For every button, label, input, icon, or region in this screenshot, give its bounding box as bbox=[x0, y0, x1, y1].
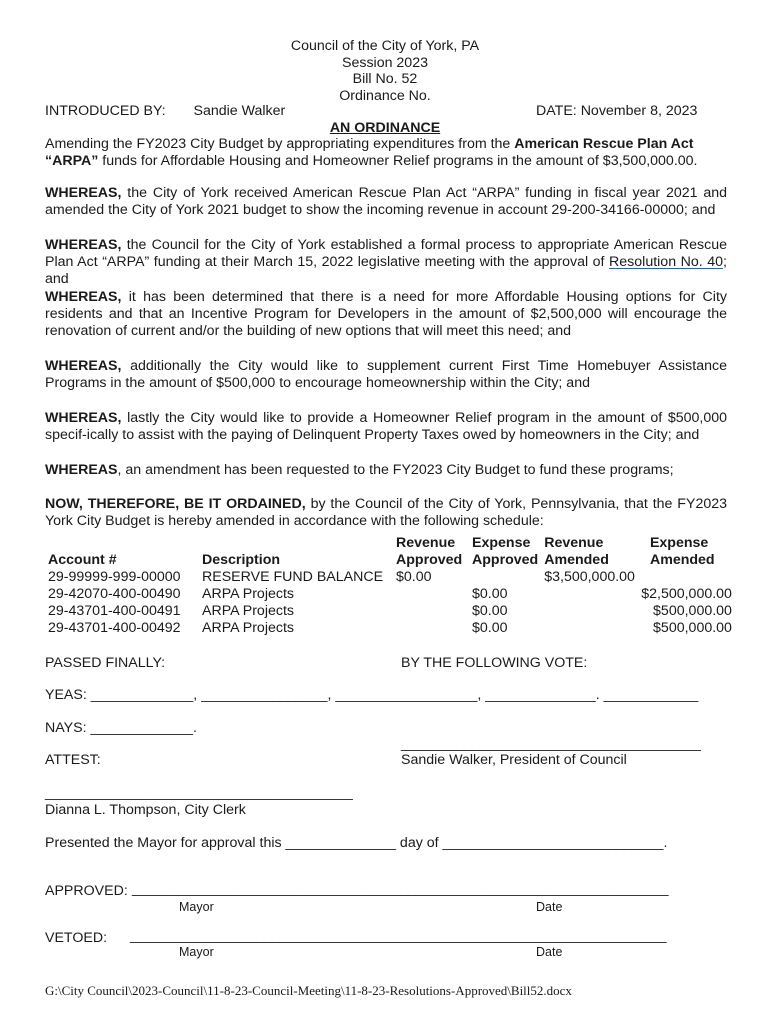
council-name: Council of the City of York, PA bbox=[290, 38, 480, 54]
nays-line: NAYS: _____________. bbox=[45, 720, 197, 736]
cell-exp-approved: $0.00 bbox=[472, 620, 508, 636]
col-header-rev-amended-2: Amended bbox=[544, 552, 609, 568]
col-header-exp-amended-2: Amended bbox=[649, 552, 715, 568]
cell-rev-amended bbox=[541, 603, 638, 620]
cell-description: RESERVE FUND BALANCE bbox=[202, 569, 384, 585]
col-header-description: Description bbox=[202, 552, 281, 568]
cell-rev-approved bbox=[393, 620, 469, 637]
whereas-lead: WHEREAS, bbox=[45, 358, 122, 374]
vetoed-mayor-caption: Mayor bbox=[179, 945, 214, 959]
summary-bold-arpa-abbrev: “ARPA” bbox=[45, 153, 99, 169]
cell-account: 29-43701-400-00491 bbox=[48, 603, 181, 619]
approved-label: APPROVED: bbox=[45, 883, 128, 899]
presented-line: Presented the Mayor for approval this ______________ day of ____________________________. bbox=[45, 835, 668, 851]
cell-exp-amended bbox=[638, 569, 735, 586]
approved-mayor-caption: Mayor bbox=[179, 900, 214, 914]
cell-rev-amended: $3,500,000.00 bbox=[544, 569, 635, 585]
session: Session 2023 bbox=[342, 54, 428, 71]
by-following-vote: BY THE FOLLOWING VOTE: bbox=[401, 655, 588, 671]
table-row bbox=[45, 569, 735, 586]
cell-rev-approved bbox=[393, 603, 469, 620]
whereas-text: , an amendment has been requested to the FY2023 City Budget to fund these programs; bbox=[117, 462, 674, 478]
ordained-paragraph bbox=[45, 496, 727, 530]
cell-exp-amended: $500,000.00 bbox=[653, 620, 732, 636]
attest-label: ATTEST: bbox=[45, 752, 101, 768]
clerk-name: Dianna L. Thompson, City Clerk bbox=[45, 802, 246, 818]
resolution-link[interactable]: Resolution No. 40 bbox=[609, 254, 724, 270]
whereas-lead: WHEREAS, bbox=[45, 185, 122, 201]
col-header-exp-approved-2: Approved bbox=[472, 552, 539, 568]
whereas-clause-1 bbox=[45, 185, 727, 219]
col-header-exp-approved: Expense bbox=[472, 535, 531, 551]
whereas-text: the City of York received American Rescue Plan Act “ARPA” funding in fiscal year 2021 and amended the City of York 2021 budget to show the incoming revenue in account 29-200-34166-00000; and bbox=[45, 185, 727, 218]
table-row bbox=[45, 603, 735, 620]
summary-bold-arpa: American Rescue Plan Act bbox=[514, 136, 694, 152]
whereas-text: additionally the City would like to supplement current First Time Homebuyer Assistance Programs in the amount of $500,000 to encourage homeownership within the City; and bbox=[45, 358, 727, 391]
whereas-lead: WHEREAS bbox=[45, 462, 118, 478]
bill-date bbox=[536, 103, 697, 119]
cell-description: ARPA Projects bbox=[202, 586, 294, 602]
yeas-line: YEAS: _____________, ________________, __________________, ______________. ____________ bbox=[45, 687, 699, 703]
cell-account: 29-43701-400-00492 bbox=[48, 620, 181, 636]
cell-description: ARPA Projects bbox=[202, 603, 294, 619]
whereas-lead: WHEREAS, bbox=[45, 237, 122, 253]
ordained-lead: NOW, THEREFORE, BE IT ORDAINED, bbox=[45, 496, 306, 512]
summary-text-pre: Amending the FY2023 City Budget by appropriating expenditures from the bbox=[45, 136, 515, 152]
summary-text-post: funds for Affordable Housing and Homeowner Relief programs in the amount of $3,500,000.00. bbox=[98, 153, 698, 169]
approved-date-caption: Date bbox=[536, 900, 563, 914]
introduced-name: Sandie Walker bbox=[193, 103, 286, 119]
cell-description: ARPA Projects bbox=[202, 620, 294, 636]
cell-rev-approved: $0.00 bbox=[396, 569, 432, 585]
whereas-text: it has been determined that there is a need for more Affordable Housing options for City residents and that an Incentive Program for Developers in the amount of $2,500,000 will encourage the renovation of current and/or the building of new options that will meet this need; and bbox=[45, 289, 727, 339]
whereas-lead: WHEREAS, bbox=[45, 410, 122, 426]
cell-exp-approved: $0.00 bbox=[472, 586, 508, 602]
introduced-label: INTRODUCED BY: bbox=[45, 103, 166, 119]
table-row bbox=[45, 586, 735, 603]
cell-exp-approved bbox=[469, 569, 541, 586]
whereas-clause-3 bbox=[45, 289, 727, 340]
vetoed-signature-line: ____________________________________________________________________ bbox=[130, 928, 667, 944]
whereas-text-end: ; and bbox=[45, 254, 727, 287]
col-header-account: Account # bbox=[48, 552, 117, 568]
file-path-footer: G:\City Council\2023-Council\11-8-23-Council-Meeting\11-8-23-Resolutions-Approved\Bill52.docx bbox=[45, 983, 572, 998]
summary-paragraph bbox=[45, 136, 727, 170]
cell-account: 29-42070-400-00490 bbox=[48, 586, 181, 602]
date-label: DATE: bbox=[536, 103, 577, 119]
cell-rev-amended bbox=[541, 586, 638, 603]
whereas-clause-4 bbox=[45, 358, 727, 392]
table-row bbox=[45, 620, 735, 637]
whereas-lead: WHEREAS, bbox=[45, 289, 122, 305]
whereas-text: the Council for the City of York established a formal process to appropriate American Rescue Plan Act “ARPA” funding at their March 15, 2022 legislative meeting with the approval of bbox=[45, 237, 727, 270]
budget-schedule-table bbox=[45, 535, 735, 637]
col-header-rev-approved-2: Approved bbox=[396, 552, 463, 568]
date-value: November 8, 2023 bbox=[580, 103, 698, 119]
clerk-signature-line: _______________________________________ bbox=[45, 785, 353, 801]
president-signature-line: ______________________________________ bbox=[401, 736, 701, 752]
whereas-clause-2 bbox=[45, 237, 727, 288]
cell-account: 29-99999-999-00000 bbox=[48, 569, 181, 585]
table-header-row-1 bbox=[45, 535, 735, 552]
introduced-by bbox=[45, 103, 285, 119]
cell-exp-amended: $500,000.00 bbox=[653, 603, 732, 619]
col-header-rev-amended: Revenue bbox=[544, 535, 604, 551]
vetoed-date-caption: Date bbox=[536, 945, 563, 959]
col-header-exp-amended: Expense bbox=[649, 535, 709, 551]
approved-signature-line: ____________________________________________________________________ bbox=[132, 881, 669, 897]
ordinance-number: Ordinance No. bbox=[339, 87, 431, 104]
cell-exp-approved: $0.00 bbox=[472, 603, 508, 619]
passed-finally: PASSED FINALLY: bbox=[45, 655, 166, 671]
table-header-row-2 bbox=[45, 552, 735, 569]
ordinance-title: AN ORDINANCE bbox=[329, 120, 441, 136]
president-name: Sandie Walker, President of Council bbox=[401, 752, 627, 768]
whereas-text: lastly the City would like to provide a Homeowner Relief program in the amount of $500,000 specif-ically to assist with the paying of Delinquent Property Taxes owed by homeowners in the City; and bbox=[45, 410, 727, 443]
whereas-clause-6 bbox=[45, 462, 727, 479]
cell-rev-amended bbox=[541, 620, 638, 637]
document-header bbox=[0, 38, 770, 104]
bill-number: Bill No. 52 bbox=[352, 71, 418, 87]
whereas-clause-5 bbox=[45, 410, 727, 444]
cell-exp-amended: $2,500,000.00 bbox=[641, 586, 732, 602]
ordained-text: by the Council of the City of York, Pennsylvania, that the FY2023 York City Budget is hereby amended in accordance with the following schedule: bbox=[45, 496, 728, 529]
cell-rev-approved bbox=[393, 586, 469, 603]
col-header-rev-approved: Revenue bbox=[396, 535, 456, 551]
vetoed-label: VETOED: bbox=[45, 930, 108, 946]
